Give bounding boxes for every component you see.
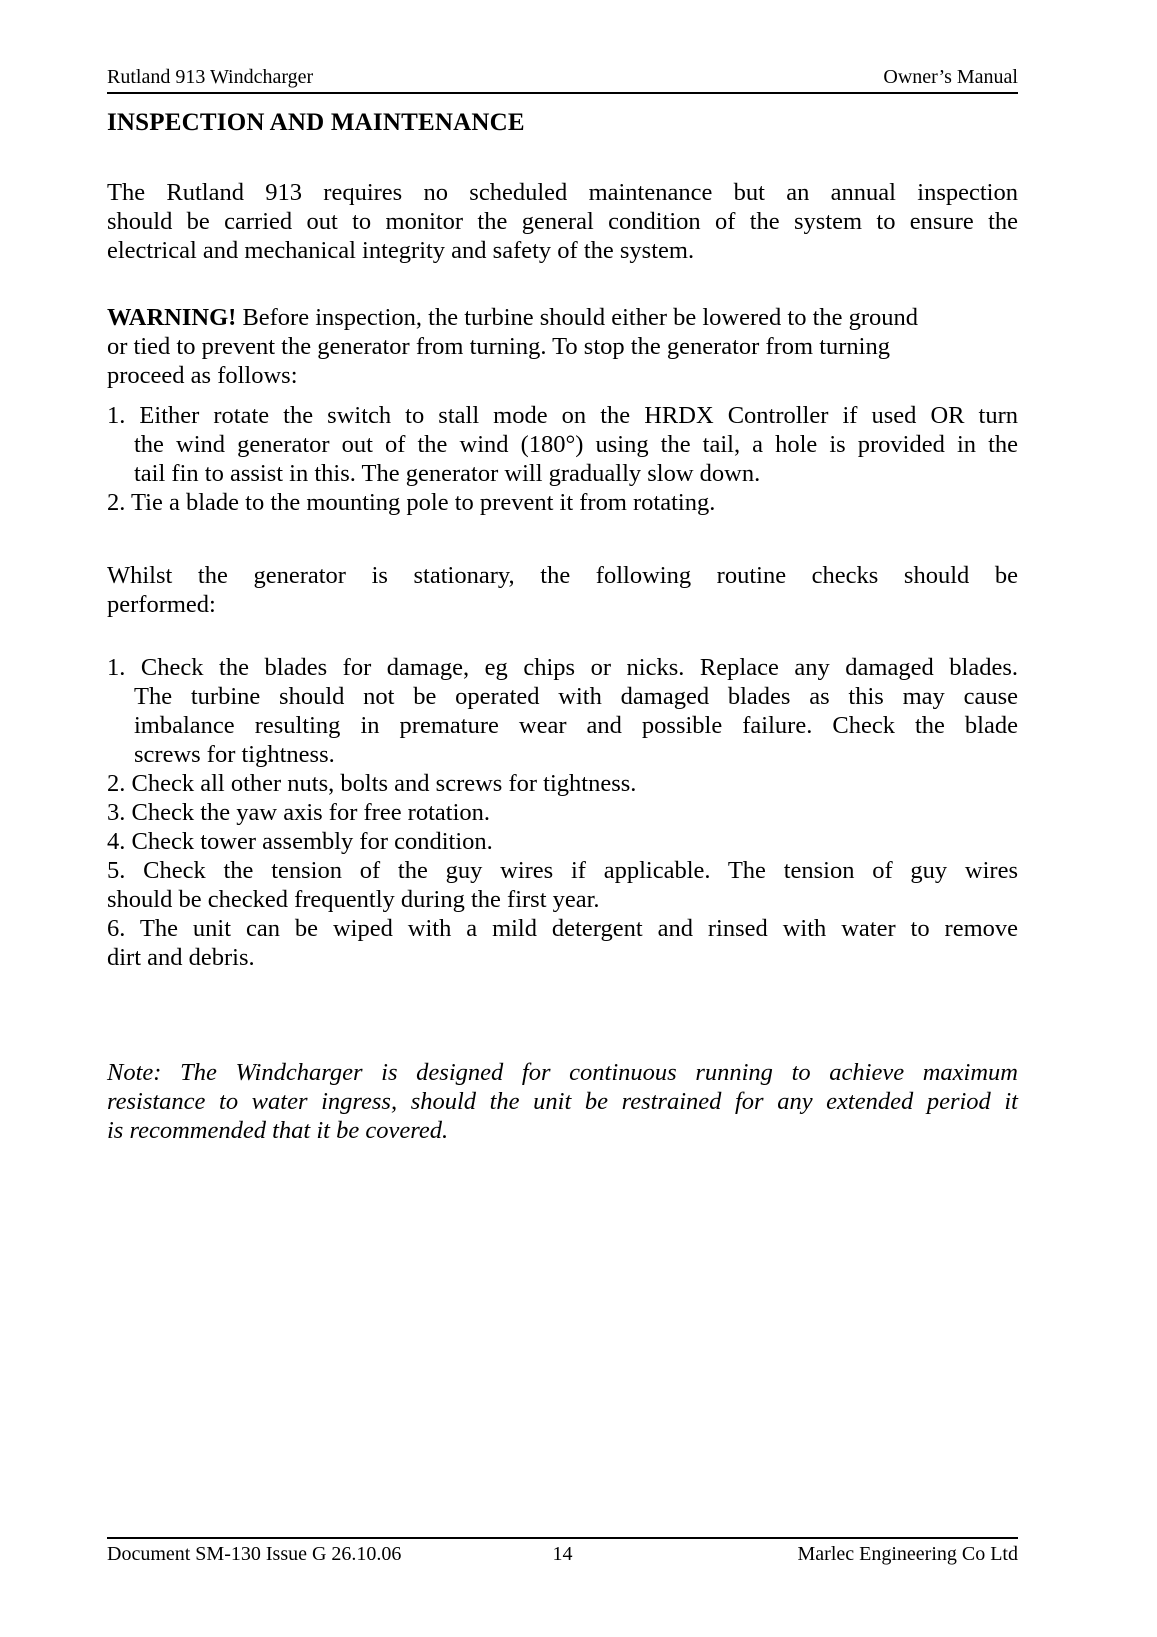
footer-page-number: 14 bbox=[552, 1543, 573, 1565]
warning-line bbox=[107, 303, 1018, 332]
step-1-line: the wind generator out of the wind (180°) using the tail, a hole is provided in the bbox=[134, 431, 1018, 458]
section-title: INSPECTION AND MAINTENANCE bbox=[107, 109, 525, 136]
check-item-4-line: 4. Check tower assembly for condition. bbox=[107, 828, 493, 855]
warning-line-rest: Before inspection, the turbine should either be lowered to the ground bbox=[236, 304, 919, 331]
intro-paragraph bbox=[107, 178, 1018, 265]
intro-line: should be carried out to monitor the general condition of the system to ensure the bbox=[107, 208, 1018, 235]
check-item-1-line: screws for tightness. bbox=[134, 741, 335, 768]
page-content bbox=[107, 0, 1018, 1145]
warning-line: or tied to prevent the generator from turning. To stop the generator from turning bbox=[107, 333, 890, 360]
warning-line: proceed as follows: bbox=[107, 362, 298, 389]
check-item-3-line: 3. Check the yaw axis for free rotation. bbox=[107, 799, 491, 826]
warning-label: WARNING! bbox=[107, 304, 237, 331]
warning-steps-list bbox=[107, 401, 1018, 517]
note-line: resistance to water ingress, should the unit be restrained for any extended period it bbox=[107, 1088, 1018, 1115]
check-item-2-line: 2. Check all other nuts, bolts and screws for tightness. bbox=[107, 770, 637, 797]
checks-intro-line: Whilst the generator is stationary, the following routine checks should be bbox=[107, 562, 1018, 589]
checks-list bbox=[107, 653, 1018, 972]
step-1-line: 1. Either rotate the switch to stall mode on the HRDX Controller if used OR turn bbox=[107, 402, 1018, 429]
note-paragraph bbox=[107, 1058, 1018, 1145]
header-right-text: Owner’s Manual bbox=[883, 66, 1018, 88]
warning-paragraph bbox=[107, 303, 1018, 390]
footer-document-id: Document SM-130 Issue G 26.10.06 bbox=[107, 1543, 402, 1565]
footer-company-name: Marlec Engineering Co Ltd bbox=[797, 1543, 1018, 1565]
check-item-6-line: 6. The unit can be wiped with a mild detergent and rinsed with water to remove bbox=[107, 915, 1018, 942]
note-line: Note: The Windcharger is designed for continuous running to achieve maximum bbox=[107, 1059, 1018, 1086]
check-item-6-line: dirt and debris. bbox=[107, 944, 255, 971]
checks-intro-paragraph bbox=[107, 561, 1018, 619]
intro-line: The Rutland 913 requires no scheduled maintenance but an annual inspection bbox=[107, 179, 1018, 206]
check-item-1-line: 1. Check the blades for damage, eg chips or nicks. Replace any damaged blades. bbox=[107, 654, 1018, 681]
intro-line: electrical and mechanical integrity and safety of the system. bbox=[107, 237, 695, 264]
check-item-1-line: The turbine should not be operated with damaged blades as this may cause bbox=[134, 683, 1018, 710]
page-header bbox=[107, 64, 1018, 94]
step-1-line: tail fin to assist in this. The generator will gradually slow down. bbox=[134, 460, 761, 487]
check-item-1-line: imbalance resulting in premature wear and possible failure. Check the blade bbox=[134, 712, 1018, 739]
checks-intro-line: performed: bbox=[107, 591, 216, 618]
footer-row bbox=[107, 1541, 1018, 1567]
note-line: is recommended that it be covered. bbox=[107, 1117, 449, 1144]
check-item-5-line: 5. Check the tension of the guy wires if applicable. The tension of guy wires bbox=[107, 857, 1018, 884]
check-item-5-line: should be checked frequently during the first year. bbox=[107, 886, 600, 913]
page-footer bbox=[107, 1537, 1018, 1567]
header-left-text: Rutland 913 Windcharger bbox=[107, 66, 314, 88]
step-2-line: 2. Tie a blade to the mounting pole to prevent it from rotating. bbox=[107, 489, 716, 516]
